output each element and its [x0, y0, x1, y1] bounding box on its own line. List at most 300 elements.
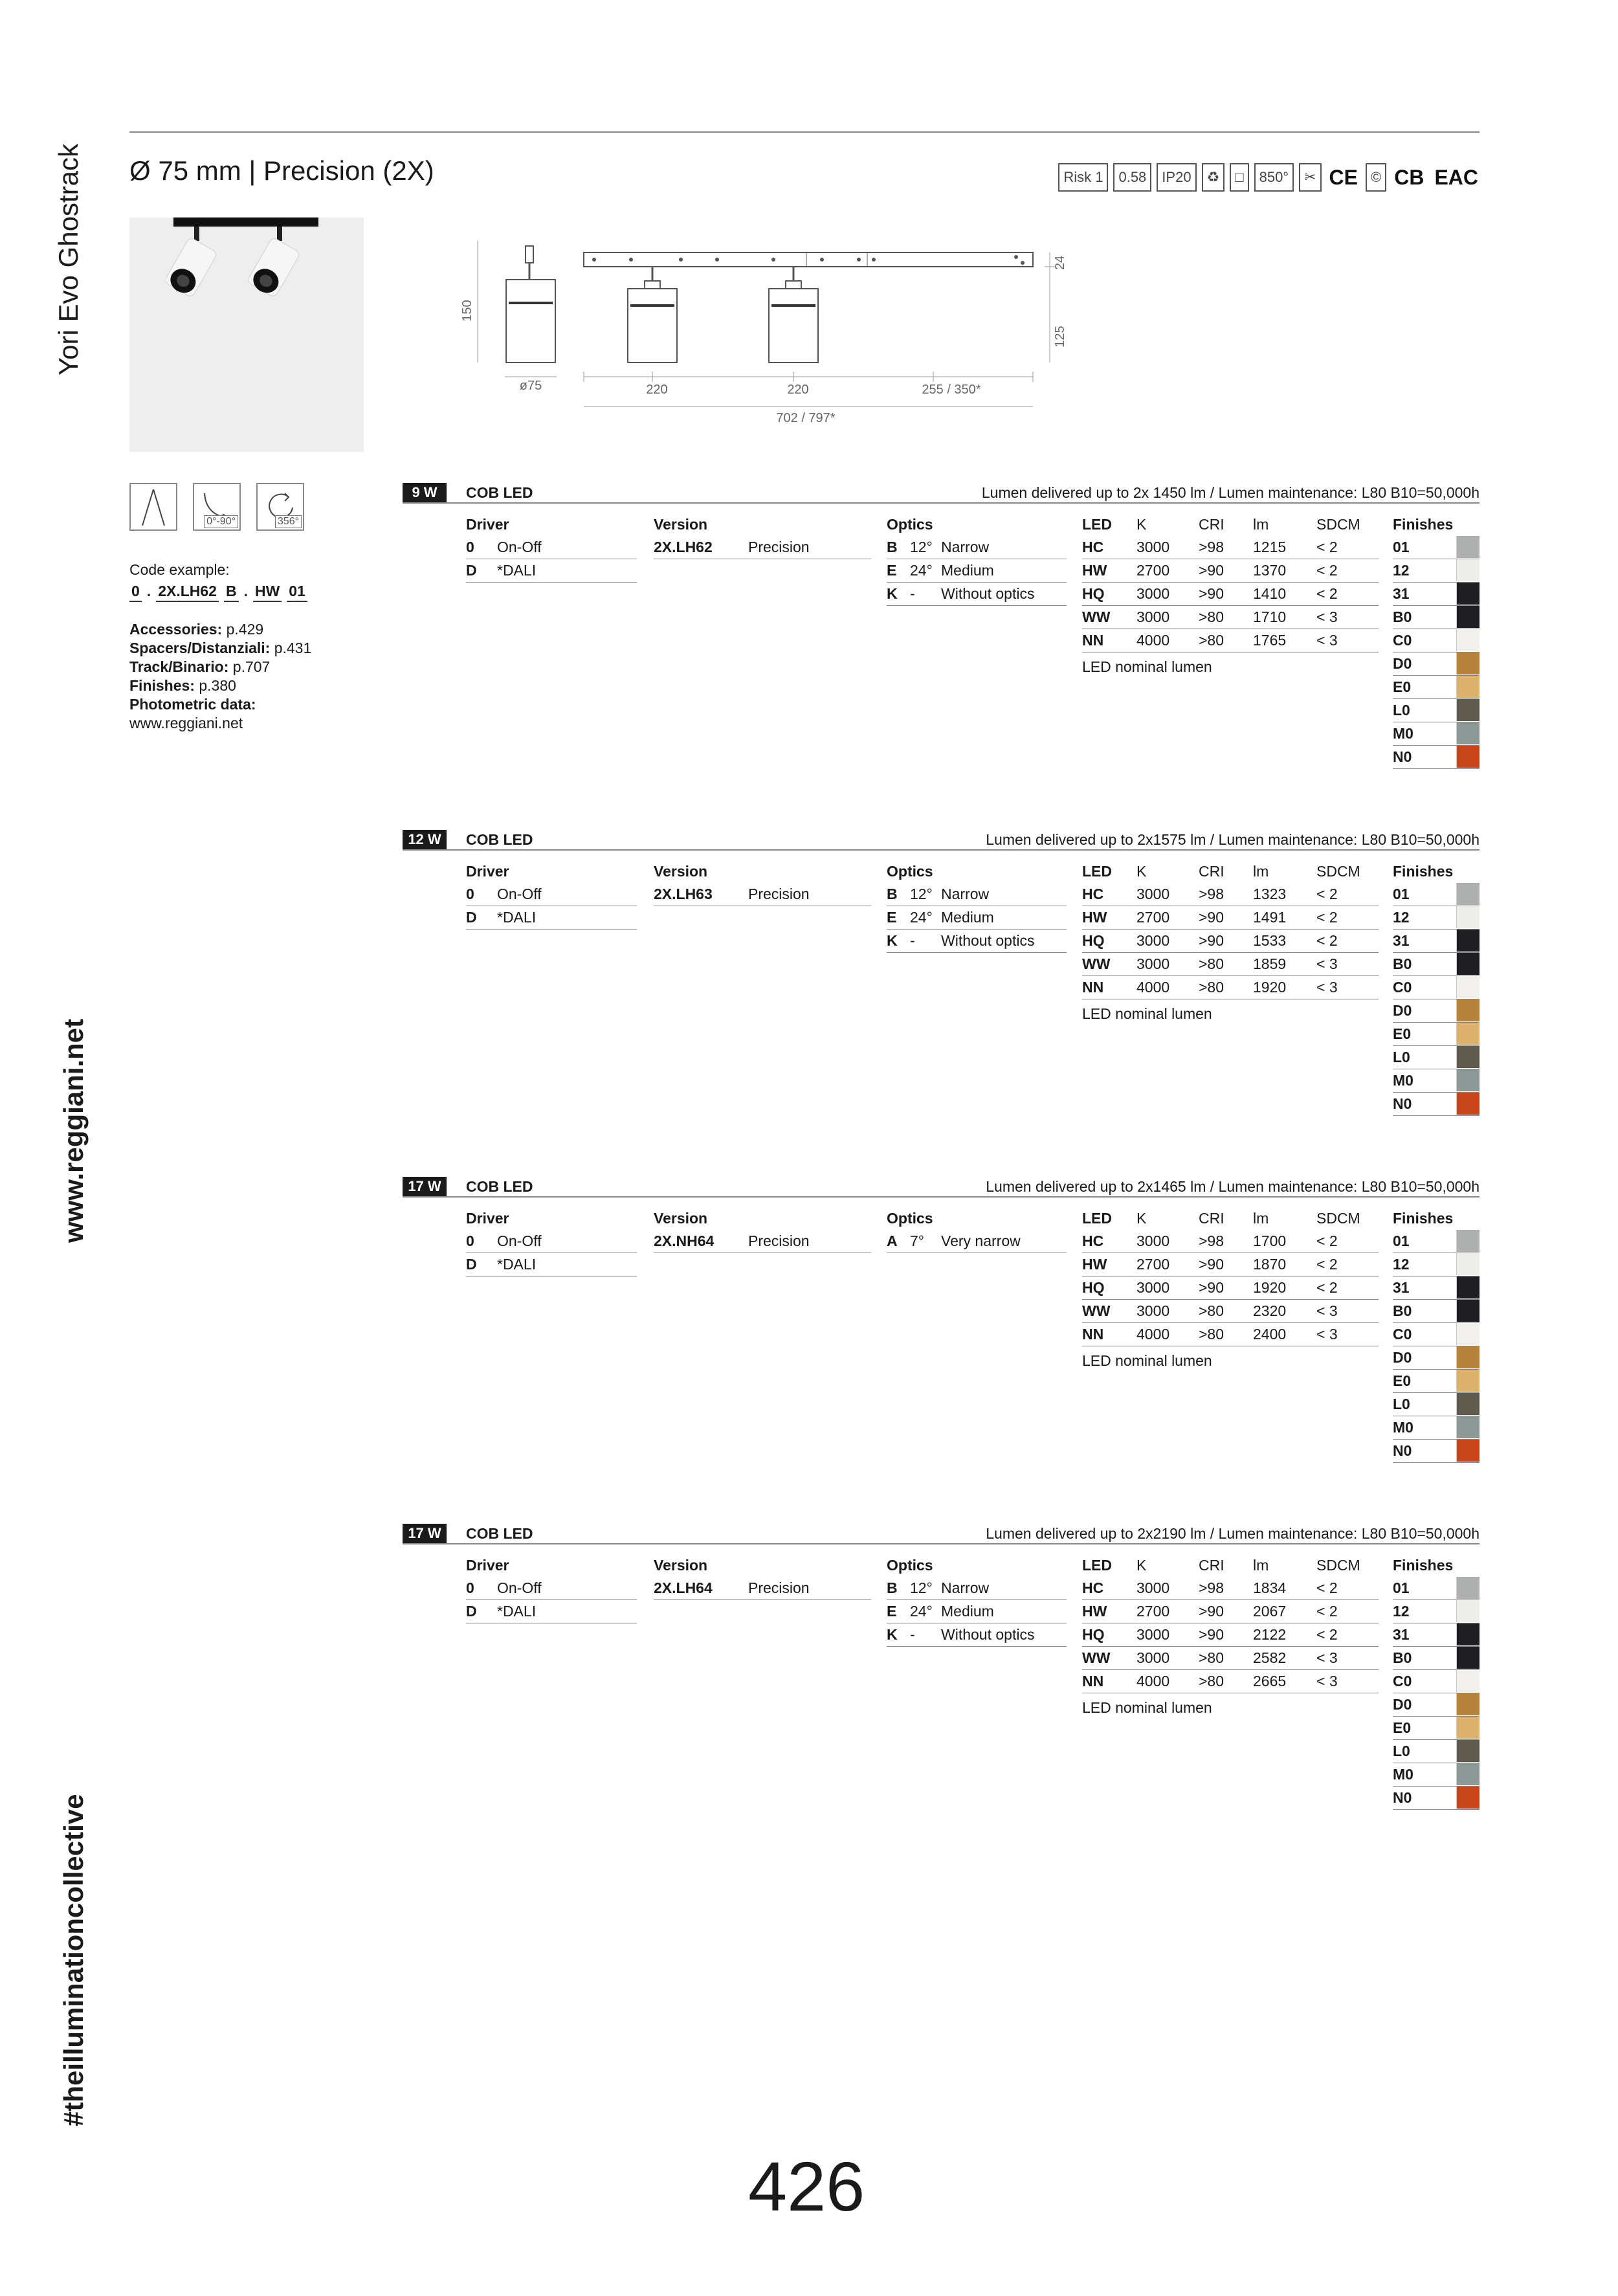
version-header: Version — [654, 863, 708, 880]
version-column — [654, 860, 871, 906]
version-row[interactable] — [654, 1577, 871, 1600]
optics-row[interactable] — [887, 1600, 1067, 1623]
driver-name: On-Off — [497, 1579, 542, 1596]
led-sdcm: < 3 — [1316, 1649, 1338, 1666]
driver-code: D — [466, 1603, 477, 1620]
finish-code: L0 — [1393, 1743, 1410, 1759]
driver-row[interactable] — [466, 1577, 637, 1600]
optics-name: Very narrow — [941, 1232, 1021, 1249]
k-header-label: K — [1136, 1557, 1147, 1574]
led-kelvin: 3000 — [1136, 886, 1170, 902]
finish-row[interactable] — [1393, 1046, 1479, 1069]
led-header-label: LED — [1082, 1557, 1112, 1574]
optics-row[interactable] — [887, 559, 1067, 583]
tilt-label: 0°-90° — [204, 515, 238, 528]
dim-span-1: 220 — [646, 383, 668, 397]
led-row[interactable] — [1082, 559, 1379, 583]
finish-row[interactable] — [1393, 676, 1479, 699]
led-column — [1082, 513, 1379, 681]
driver-header: Driver — [466, 1557, 509, 1574]
led-row[interactable] — [1082, 1300, 1379, 1323]
led-sdcm: < 3 — [1316, 632, 1338, 649]
finish-code: M0 — [1393, 1766, 1413, 1783]
page-title: Ø 75 mm | Precision (2X) — [129, 155, 434, 186]
cob-label: COB LED — [466, 484, 533, 501]
wattage-badge: 17 W — [403, 1177, 447, 1196]
optics-name: Medium — [941, 562, 994, 579]
dim-height-total: 150 — [460, 300, 474, 322]
driver-row[interactable] — [466, 1253, 637, 1276]
finish-row[interactable] — [1393, 1717, 1479, 1740]
dim-span-3: 255 / 350* — [922, 383, 981, 397]
finish-row[interactable] — [1393, 1023, 1479, 1046]
finish-swatch — [1456, 1300, 1479, 1322]
led-row[interactable] — [1082, 953, 1379, 976]
driver-name: On-Off — [497, 539, 542, 555]
wattage-badge: 9 W — [403, 483, 447, 502]
led-kelvin: 3000 — [1136, 608, 1170, 625]
led-sdcm: < 3 — [1316, 979, 1338, 996]
led-lumen: 1834 — [1253, 1579, 1287, 1596]
led-note: LED nominal lumen — [1082, 1699, 1212, 1716]
led-kelvin: 4000 — [1136, 1673, 1170, 1689]
code-finish: 01 — [287, 582, 307, 602]
finish-swatch — [1456, 999, 1479, 1021]
finish-row[interactable] — [1393, 1393, 1479, 1416]
cb-mark-icon: CB — [1394, 165, 1424, 189]
finish-row[interactable] — [1393, 1740, 1479, 1763]
finish-row[interactable] — [1393, 629, 1479, 652]
ce-mark-icon: CE — [1329, 165, 1358, 189]
finish-row[interactable] — [1393, 1253, 1479, 1276]
code-optics: B — [224, 582, 239, 602]
led-code: HQ — [1082, 1279, 1105, 1296]
finish-row[interactable] — [1393, 930, 1479, 953]
led-header — [1082, 513, 1379, 536]
version-code: 2X.LH64 — [654, 1579, 713, 1596]
led-sdcm: < 2 — [1316, 1626, 1338, 1643]
finish-row[interactable] — [1393, 1693, 1479, 1717]
finish-row[interactable] — [1393, 1300, 1479, 1323]
optics-name: Medium — [941, 1603, 994, 1620]
photometric-link[interactable]: www.reggiani.net — [129, 715, 243, 731]
finish-code: D0 — [1393, 1349, 1412, 1366]
finish-row[interactable] — [1393, 1623, 1479, 1647]
led-cri: >90 — [1199, 932, 1225, 949]
finish-swatch — [1456, 930, 1479, 952]
finish-swatch — [1456, 1577, 1479, 1599]
led-row[interactable] — [1082, 1600, 1379, 1623]
led-lumen: 2122 — [1253, 1626, 1287, 1643]
optics-name: Narrow — [941, 886, 990, 902]
led-row[interactable] — [1082, 1253, 1379, 1276]
finish-swatch — [1456, 1787, 1479, 1809]
sdcm-header-label: SDCM — [1316, 1210, 1360, 1227]
finish-row[interactable] — [1393, 1763, 1479, 1787]
finish-swatch — [1456, 1276, 1479, 1298]
wattage-badge: 17 W — [403, 1524, 447, 1543]
led-sdcm: < 2 — [1316, 1579, 1338, 1596]
led-cri: >90 — [1199, 1626, 1225, 1643]
led-row[interactable] — [1082, 976, 1379, 999]
led-cri: >98 — [1199, 539, 1225, 555]
finish-row[interactable] — [1393, 1276, 1479, 1300]
led-sdcm: < 3 — [1316, 1673, 1338, 1689]
version-row[interactable] — [654, 883, 871, 906]
finish-swatch — [1456, 1670, 1479, 1692]
led-kelvin: 3000 — [1136, 932, 1170, 949]
led-header — [1082, 1554, 1379, 1577]
cob-label: COB LED — [466, 831, 533, 848]
code-example-label: Code example: — [129, 561, 230, 578]
finish-code: B0 — [1393, 955, 1412, 972]
led-lumen: 1700 — [1253, 1232, 1287, 1249]
finish-row[interactable] — [1393, 583, 1479, 606]
finish-code: C0 — [1393, 979, 1412, 996]
led-lumen: 1920 — [1253, 979, 1287, 996]
led-sdcm: < 2 — [1316, 585, 1338, 602]
version-name: Precision — [748, 1232, 810, 1249]
block-header — [403, 1177, 1479, 1198]
driver-row[interactable] — [466, 906, 637, 930]
led-lumen: 1323 — [1253, 886, 1287, 902]
finish-swatch — [1456, 1717, 1479, 1739]
led-kelvin: 2700 — [1136, 562, 1170, 579]
led-cri: >90 — [1199, 1279, 1225, 1296]
led-lumen: 2067 — [1253, 1603, 1287, 1620]
led-cri: >98 — [1199, 1232, 1225, 1249]
finish-row[interactable] — [1393, 1093, 1479, 1116]
finish-row[interactable] — [1393, 559, 1479, 583]
version-code: 2X.LH62 — [654, 539, 713, 555]
finish-row[interactable] — [1393, 1416, 1479, 1440]
spotlight-image — [129, 217, 364, 452]
optics-column — [887, 1554, 1067, 1647]
led-header — [1082, 860, 1379, 883]
led-code: HQ — [1082, 585, 1105, 602]
optics-row[interactable] — [887, 883, 1067, 906]
finish-row[interactable] — [1393, 883, 1479, 906]
finish-row[interactable] — [1393, 1346, 1479, 1370]
optics-row[interactable] — [887, 1577, 1067, 1600]
led-kelvin: 2700 — [1136, 1603, 1170, 1620]
lumen-info: Lumen delivered up to 2x2190 lm / Lumen maintenance: L80 B10=50,000h — [986, 1525, 1479, 1542]
dim-diameter: ø75 — [519, 379, 542, 393]
driver-row[interactable] — [466, 559, 637, 583]
optics-code: E — [887, 1603, 897, 1620]
led-row[interactable] — [1082, 536, 1379, 559]
product-info — [129, 561, 349, 733]
optics-row[interactable] — [887, 906, 1067, 930]
finish-row[interactable] — [1393, 699, 1479, 722]
led-row[interactable] — [1082, 930, 1379, 953]
driver-name: On-Off — [497, 1232, 542, 1249]
led-cri: >90 — [1199, 1603, 1225, 1620]
led-row[interactable] — [1082, 1323, 1379, 1346]
lm-header-label: lm — [1253, 1557, 1269, 1574]
finish-row[interactable] — [1393, 606, 1479, 629]
finish-code: B0 — [1393, 608, 1412, 625]
finish-code: N0 — [1393, 1789, 1412, 1806]
optics-column — [887, 1207, 1067, 1253]
finish-row[interactable] — [1393, 906, 1479, 930]
finish-row[interactable] — [1393, 1370, 1479, 1393]
finish-swatch — [1456, 1023, 1479, 1045]
version-header: Version — [654, 1210, 708, 1227]
finish-swatch — [1456, 559, 1479, 581]
block-header — [403, 1524, 1479, 1544]
finish-swatch — [1456, 1069, 1479, 1091]
code-dot: . — [146, 583, 151, 599]
finish-row[interactable] — [1393, 976, 1479, 999]
driver-row[interactable] — [466, 1600, 637, 1623]
led-code: HW — [1082, 562, 1107, 579]
k-header-label: K — [1136, 1210, 1147, 1227]
finish-swatch — [1456, 1693, 1479, 1715]
version-column — [654, 513, 871, 559]
optics-angle: - — [910, 1626, 915, 1643]
finishes-header: Finishes — [1393, 1210, 1454, 1227]
led-code: HC — [1082, 1579, 1104, 1596]
finish-swatch — [1456, 1046, 1479, 1068]
led-header-label: LED — [1082, 1210, 1112, 1227]
led-row[interactable] — [1082, 583, 1379, 606]
cri-header-label: CRI — [1199, 516, 1225, 533]
led-sdcm: < 2 — [1316, 886, 1338, 902]
version-code: 2X.LH63 — [654, 886, 713, 902]
led-kelvin: 2700 — [1136, 1256, 1170, 1273]
optics-code: K — [887, 932, 898, 949]
optics-column — [887, 860, 1067, 953]
cri-header-label: CRI — [1199, 1557, 1225, 1574]
side-website[interactable]: www.reggiani.net — [58, 1018, 89, 1243]
code-led: HW — [253, 582, 282, 602]
led-lumen: 1859 — [1253, 955, 1287, 972]
finishes-column — [1393, 860, 1479, 1116]
optics-angle: 12° — [910, 886, 933, 902]
optics-column — [887, 513, 1067, 606]
finish-row[interactable] — [1393, 1600, 1479, 1623]
references — [129, 620, 349, 733]
technical-drawing — [447, 233, 1068, 437]
optics-row[interactable] — [887, 930, 1067, 953]
led-code: HQ — [1082, 932, 1105, 949]
finish-row[interactable] — [1393, 953, 1479, 976]
code-dot: . — [243, 583, 248, 599]
optics-angle: 7° — [910, 1232, 924, 1249]
finish-swatch — [1456, 1623, 1479, 1645]
led-kelvin: 4000 — [1136, 1326, 1170, 1343]
optics-row[interactable] — [887, 1623, 1067, 1647]
led-cri: >80 — [1199, 979, 1225, 996]
finish-swatch — [1456, 652, 1479, 674]
finish-swatch — [1456, 1600, 1479, 1622]
ip-rating-icon: IP20 — [1157, 163, 1196, 192]
optics-row[interactable] — [887, 1230, 1067, 1253]
led-sdcm: < 2 — [1316, 932, 1338, 949]
weight-icon: 0.58 — [1113, 163, 1151, 192]
finish-row[interactable] — [1393, 1577, 1479, 1600]
finish-swatch — [1456, 722, 1479, 744]
led-kelvin: 3000 — [1136, 1626, 1170, 1643]
led-code: WW — [1082, 608, 1111, 625]
driver-column — [466, 1207, 637, 1276]
led-lumen: 1491 — [1253, 909, 1287, 926]
led-row[interactable] — [1082, 1623, 1379, 1647]
optics-code: E — [887, 909, 897, 926]
angle-icons — [129, 483, 304, 531]
led-code: HQ — [1082, 1626, 1105, 1643]
finish-code: C0 — [1393, 1326, 1412, 1343]
led-cri: >80 — [1199, 1326, 1225, 1343]
driver-row[interactable] — [466, 536, 637, 559]
finish-code: 31 — [1393, 585, 1410, 602]
led-lumen: 1410 — [1253, 585, 1287, 602]
driver-row[interactable] — [466, 883, 637, 906]
led-row[interactable] — [1082, 883, 1379, 906]
accessories-label: Accessories: — [129, 621, 223, 638]
finishes-column — [1393, 1554, 1479, 1810]
finish-row[interactable] — [1393, 1787, 1479, 1810]
led-cri: >80 — [1199, 1302, 1225, 1319]
led-sdcm: < 2 — [1316, 539, 1338, 555]
version-row[interactable] — [654, 536, 871, 559]
led-sdcm: < 2 — [1316, 562, 1338, 579]
finish-code: 12 — [1393, 1256, 1410, 1273]
finish-row[interactable] — [1393, 722, 1479, 746]
led-kelvin: 3000 — [1136, 955, 1170, 972]
finish-row[interactable] — [1393, 1069, 1479, 1093]
optics-code: B — [887, 886, 898, 902]
led-sdcm: < 2 — [1316, 1279, 1338, 1296]
version-column — [654, 1554, 871, 1600]
driver-header: Driver — [466, 516, 509, 533]
version-row[interactable] — [654, 1230, 871, 1253]
finish-swatch — [1456, 629, 1479, 651]
finish-code: C0 — [1393, 1673, 1412, 1689]
finish-row[interactable] — [1393, 999, 1479, 1023]
finish-code: D0 — [1393, 1696, 1412, 1713]
finish-row[interactable] — [1393, 1323, 1479, 1346]
led-lumen: 1370 — [1253, 562, 1287, 579]
led-lumen: 1765 — [1253, 632, 1287, 649]
finish-swatch — [1456, 1763, 1479, 1785]
finish-row[interactable] — [1393, 1670, 1479, 1693]
led-row[interactable] — [1082, 629, 1379, 652]
led-kelvin: 3000 — [1136, 1579, 1170, 1596]
finish-code: 01 — [1393, 1579, 1410, 1596]
finishes-page: p.380 — [199, 677, 236, 694]
finish-row[interactable] — [1393, 652, 1479, 676]
code-example — [129, 582, 349, 602]
led-row[interactable] — [1082, 1577, 1379, 1600]
optics-row[interactable] — [887, 583, 1067, 606]
finish-code: E0 — [1393, 1719, 1412, 1736]
optics-angle: - — [910, 932, 915, 949]
led-column — [1082, 860, 1379, 1028]
led-code: HW — [1082, 1603, 1107, 1620]
finish-row[interactable] — [1393, 536, 1479, 559]
finish-row[interactable] — [1393, 1440, 1479, 1463]
driver-code: 0 — [466, 1232, 474, 1249]
sdcm-header-label: SDCM — [1316, 863, 1360, 880]
optics-name: Without optics — [941, 585, 1035, 602]
led-sdcm: < 3 — [1316, 1326, 1338, 1343]
driver-column — [466, 860, 637, 930]
dim-height-body: 125 — [1053, 326, 1067, 348]
recycle-icon: ♻ — [1202, 163, 1225, 192]
led-kelvin: 3000 — [1136, 539, 1170, 555]
led-row[interactable] — [1082, 1647, 1379, 1670]
led-lumen: 1710 — [1253, 608, 1287, 625]
led-lumen: 2320 — [1253, 1302, 1287, 1319]
optics-row[interactable] — [887, 536, 1067, 559]
product-block — [403, 1177, 1479, 1459]
led-row[interactable] — [1082, 1276, 1379, 1300]
optics-code: A — [887, 1232, 898, 1249]
led-row[interactable] — [1082, 606, 1379, 629]
finish-swatch — [1456, 1647, 1479, 1669]
led-cri: >90 — [1199, 562, 1225, 579]
led-column — [1082, 1554, 1379, 1722]
led-code: WW — [1082, 1649, 1111, 1666]
driver-header: Driver — [466, 1210, 509, 1227]
rotation-icon — [256, 483, 304, 531]
finish-code: 12 — [1393, 562, 1410, 579]
cri-header-label: CRI — [1199, 863, 1225, 880]
finish-row[interactable] — [1393, 1647, 1479, 1670]
led-sdcm: < 2 — [1316, 1603, 1338, 1620]
finish-code: N0 — [1393, 1442, 1412, 1459]
optics-name: Narrow — [941, 1579, 990, 1596]
led-sdcm: < 2 — [1316, 1232, 1338, 1249]
driver-header: Driver — [466, 863, 509, 880]
glow-wire-icon: 850° — [1254, 163, 1294, 192]
optics-code: K — [887, 1626, 898, 1643]
led-row[interactable] — [1082, 906, 1379, 930]
k-header-label: K — [1136, 516, 1147, 533]
led-cri: >80 — [1199, 955, 1225, 972]
led-row[interactable] — [1082, 1230, 1379, 1253]
optics-angle: 12° — [910, 1579, 933, 1596]
led-lumen: 2665 — [1253, 1673, 1287, 1689]
led-cri: >90 — [1199, 1256, 1225, 1273]
led-kelvin: 3000 — [1136, 1649, 1170, 1666]
optics-header: Optics — [887, 863, 933, 880]
finish-code: D0 — [1393, 655, 1412, 672]
driver-name: *DALI — [497, 562, 537, 579]
version-code: 2X.NH64 — [654, 1232, 715, 1249]
optics-header: Optics — [887, 1557, 933, 1574]
led-sdcm: < 3 — [1316, 1302, 1338, 1319]
tilt-icon — [193, 483, 241, 531]
finish-swatch — [1456, 699, 1479, 721]
led-lumen: 1533 — [1253, 932, 1287, 949]
finish-swatch — [1456, 1230, 1479, 1252]
led-cri: >98 — [1199, 1579, 1225, 1596]
finish-row[interactable] — [1393, 1230, 1479, 1253]
finish-code: E0 — [1393, 678, 1412, 695]
finish-code: B0 — [1393, 1649, 1412, 1666]
driver-row[interactable] — [466, 1230, 637, 1253]
led-row[interactable] — [1082, 1670, 1379, 1693]
risk-icon: Risk 1 — [1058, 163, 1108, 192]
finish-code: E0 — [1393, 1025, 1412, 1042]
version-column — [654, 1207, 871, 1253]
finish-code: 01 — [1393, 886, 1410, 902]
finish-row[interactable] — [1393, 746, 1479, 769]
class-icon: □ — [1230, 163, 1248, 192]
